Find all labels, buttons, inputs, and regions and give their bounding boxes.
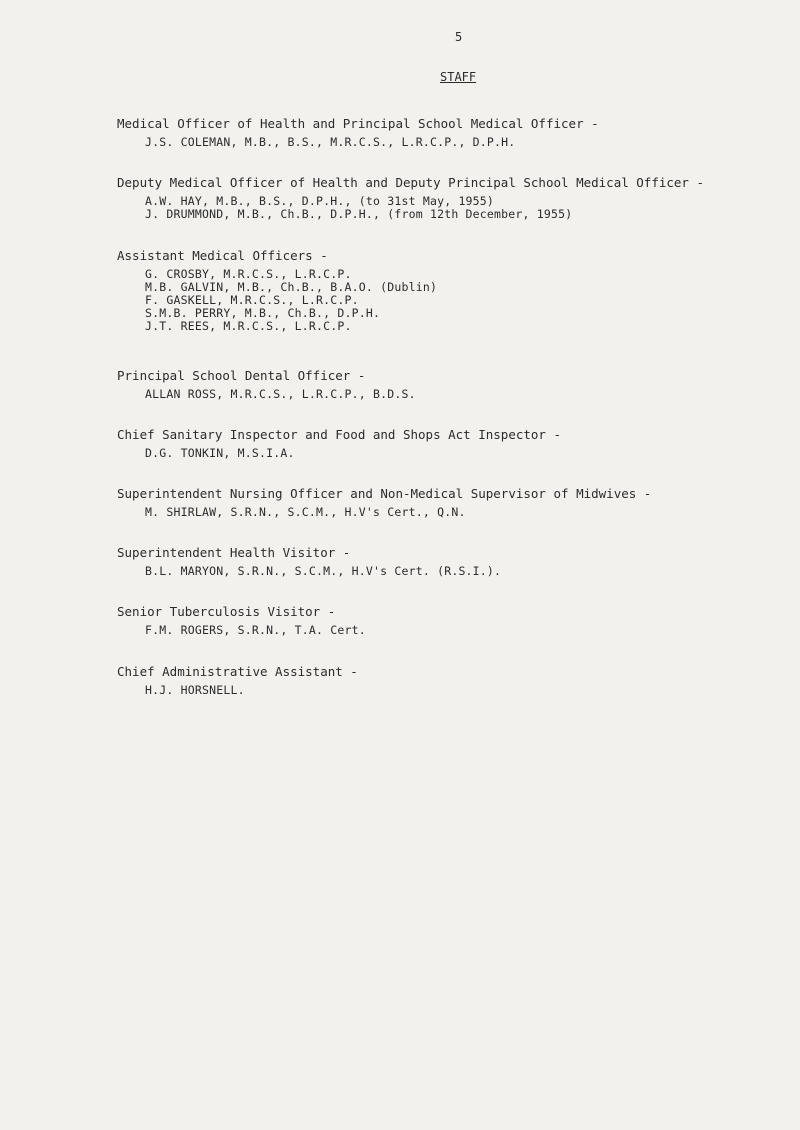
section-heading: Superintendent Health Visitor -	[117, 545, 351, 561]
staff-name: S.M.B. PERRY, M.B., Ch.B., D.P.H.	[145, 306, 381, 321]
staff-name: M. SHIRLAW, S.R.N., S.C.M., H.V's Cert., Q.N.	[145, 505, 466, 520]
section-heading: Chief Administrative Assistant -	[117, 663, 358, 679]
staff-name: A.W. HAY, M.B., B.S., D.P.H., (to 31st May, 1955)	[145, 194, 495, 209]
staff-list	[117, 116, 757, 723]
section-heading: Senior Tuberculosis Visitor -	[117, 604, 336, 620]
staff-name: B.L. MARYON, S.R.N., S.C.M., H.V's Cert. (R.S.I.).	[145, 564, 502, 579]
staff-name: F.M. ROGERS, S.R.N., T.A. Cert.	[145, 623, 366, 638]
page-number: 5	[455, 30, 463, 44]
section-administrative-assistant	[117, 664, 757, 697]
staff-name: H.J. HORSNELL.	[145, 682, 245, 697]
section-medical-officer	[117, 116, 757, 149]
staff-name: G. CROSBY, M.R.C.S., L.R.C.P.	[145, 266, 352, 281]
staff-name: D.G. TONKIN, M.S.I.A.	[145, 445, 295, 460]
section-dental-officer	[117, 368, 757, 401]
section-health-visitor	[117, 545, 757, 578]
section-sanitary-inspector	[117, 427, 757, 460]
section-heading: Principal School Dental Officer -	[117, 367, 366, 383]
section-heading: Assistant Medical Officers -	[117, 247, 328, 263]
section-deputy-medical-officer	[117, 175, 757, 221]
section-heading: Chief Sanitary Inspector and Food and Shops Act Inspector -	[117, 426, 562, 442]
section-assistant-medical-officers	[117, 248, 757, 334]
staff-name: J. DRUMMOND, M.B., Ch.B., D.P.H., (from 12th December, 1955)	[145, 207, 573, 222]
staff-name: M.B. GALVIN, M.B., Ch.B., B.A.O. (Dublin)	[145, 279, 438, 294]
staff-name: F. GASKELL, M.R.C.S., L.R.C.P.	[145, 293, 359, 308]
page-title: STAFF	[440, 70, 477, 84]
section-tuberculosis-visitor	[117, 604, 757, 637]
staff-name: J.T. REES, M.R.C.S., L.R.C.P.	[145, 319, 352, 334]
section-nursing-officer	[117, 486, 757, 519]
staff-name: J.S. COLEMAN, M.B., B.S., M.R.C.S., L.R.C.P., D.P.H.	[145, 135, 516, 149]
section-heading: Deputy Medical Officer of Health and Deputy Principal School Medical Officer -	[117, 175, 704, 191]
section-heading: Medical Officer of Health and Principal School Medical Officer -	[117, 116, 599, 131]
section-heading: Superintendent Nursing Officer and Non-Medical Supervisor of Midwives -	[117, 486, 652, 502]
staff-name: ALLAN ROSS, M.R.C.S., L.R.C.P., B.D.S.	[145, 386, 416, 401]
